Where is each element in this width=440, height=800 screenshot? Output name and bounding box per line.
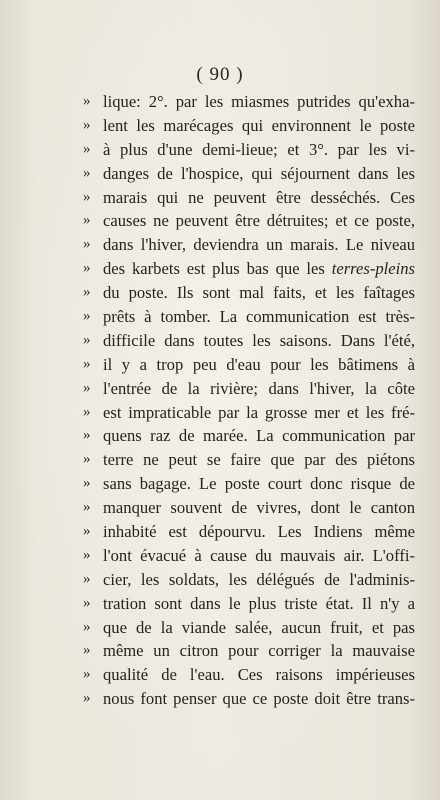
line-text: que de la viande salée, aucun fruit, et pas [103, 617, 415, 637]
line-text: dans l'hiver, deviendra un marais. Le niveau [103, 235, 415, 255]
quote-mark: » [83, 499, 91, 516]
text-line [0, 90, 440, 114]
line-text: à plus d'une demi-lieue; et 3°. par les vi- [103, 139, 415, 159]
quote-mark: » [83, 284, 91, 301]
text-line [0, 257, 440, 281]
text-line [0, 687, 440, 711]
line-text: même un citron pour corriger la mauvaise [103, 641, 415, 661]
line-text: nous font penser que ce poste doit être trans- [103, 689, 415, 709]
line-text: inhabité est dépourvu. Les Indiens même [103, 522, 415, 542]
text-line [0, 592, 440, 616]
page-number: ( 90 ) [196, 64, 244, 85]
quote-mark: » [83, 164, 91, 181]
quote-mark: » [83, 570, 91, 587]
quote-mark: » [83, 523, 91, 540]
quote-mark: » [83, 475, 91, 492]
text-line [0, 209, 440, 233]
line-text-with-italic: des karbets est plus bas que les terres-pleins [103, 259, 415, 279]
quote-mark: » [83, 546, 91, 563]
line-text: tration sont dans le plus triste état. Il n'y a [103, 593, 415, 613]
text-line [0, 138, 440, 162]
line-text: l'ont évacué à cause du mauvais air. L'offi- [103, 545, 415, 565]
text-line [0, 663, 440, 687]
line-text: qualité de l'eau. Ces raisons impérieuses [103, 665, 415, 685]
line-text: marais qui ne peuvent être desséchés. Ces [103, 187, 415, 207]
text-line [0, 162, 440, 186]
text-line [0, 353, 440, 377]
body-text [0, 90, 440, 711]
quote-mark: » [83, 355, 91, 372]
text-line [0, 377, 440, 401]
text-line [0, 639, 440, 663]
line-text: du poste. Ils sont mal faits, et les faîtages [103, 283, 415, 303]
line-text: danges de l'hospice, qui séjournent dans les [103, 163, 415, 183]
text-line [0, 401, 440, 425]
quote-mark: » [83, 690, 91, 707]
quote-mark: » [83, 236, 91, 253]
quote-mark: » [83, 188, 91, 205]
line-text: lique: 2°. par les miasmes putrides qu'exha- [103, 92, 415, 111]
text-line [0, 186, 440, 210]
quote-mark: » [83, 427, 91, 444]
line-text: lent les marécages qui environnent le poste [103, 115, 415, 135]
line-text: difficile dans toutes les saisons. Dans l'été, [103, 330, 415, 350]
line-text: est impraticable par la grosse mer et les fré- [103, 402, 415, 422]
quote-mark: » [83, 379, 91, 396]
text-line [0, 305, 440, 329]
line-text: quens raz de marée. La communication par [103, 426, 415, 446]
text-line [0, 329, 440, 353]
text-line [0, 281, 440, 305]
line-text: terre ne peut se faire que par des piétons [103, 450, 415, 470]
text-line [0, 496, 440, 520]
quote-mark: » [83, 93, 91, 109]
line-text: l'entrée de la rivière; dans l'hiver, la côte [103, 378, 415, 398]
line-text: il y a trop peu d'eau pour les bâtimens à [103, 354, 415, 374]
line-text: causes ne peuvent être détruites; et ce poste, [103, 211, 415, 231]
text-line [0, 114, 440, 138]
text-line [0, 568, 440, 592]
quote-mark: » [83, 618, 91, 635]
text-line [0, 520, 440, 544]
text-line [0, 544, 440, 568]
line-text: manquer souvent de vivres, dont le canton [103, 498, 415, 518]
quote-mark: » [83, 116, 91, 133]
quote-mark: » [83, 260, 91, 277]
text-line [0, 472, 440, 496]
quote-mark: » [83, 308, 91, 325]
text-line [0, 616, 440, 640]
quote-mark: » [83, 594, 91, 611]
line-text: sans bagage. Le poste court donc risque de [103, 474, 415, 494]
quote-mark: » [83, 331, 91, 348]
line-text: cier, les soldats, les délégués de l'adminis- [103, 569, 415, 589]
quote-mark: » [83, 451, 91, 468]
text-line [0, 448, 440, 472]
quote-mark: » [83, 642, 91, 659]
quote-mark: » [83, 140, 91, 157]
quote-mark: » [83, 666, 91, 683]
line-text: prêts à tomber. La communication est très- [103, 307, 415, 327]
quote-mark: » [83, 212, 91, 229]
quote-mark: » [83, 403, 91, 420]
text-line [0, 233, 440, 257]
text-line [0, 424, 440, 448]
